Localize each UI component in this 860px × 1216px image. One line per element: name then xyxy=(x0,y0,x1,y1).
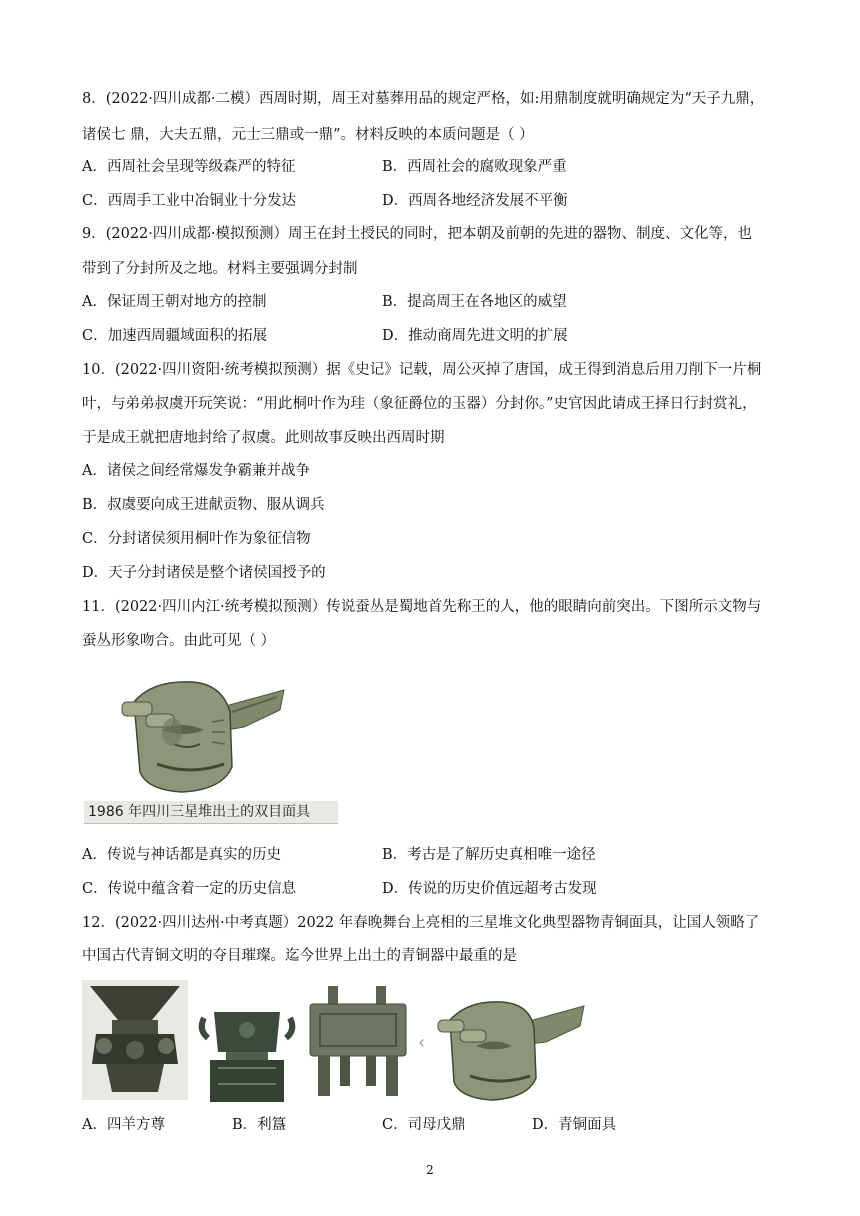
q11-option-b: B．考古是了解历史真相唯一途径 xyxy=(382,847,596,863)
q8-option-b: B．西周社会的腐败现象严重 xyxy=(382,159,567,175)
q9-option-d: D．推动商周先进文明的扩展 xyxy=(382,328,568,344)
q10-option-c: C．分封诸侯须用桐叶作为象征信物 xyxy=(82,531,311,547)
four-goat-square-zun-photo xyxy=(82,980,188,1100)
q9-option-c: C．加速西周疆域面积的拓展 xyxy=(82,328,268,344)
q9-stem-line1: 9．(2022·四川成都·模拟预测）周王在封土授民的同时，把本朝及前朝的先进的器物、制度、文化等，也 xyxy=(82,226,752,242)
q8-option-c: C．西周手工业中冶铜业十分发达 xyxy=(82,193,297,209)
q10-stem-line3: 于是成王就把唐地封给了叔虞。此则故事反映出西周时期 xyxy=(82,430,445,446)
li-gui-photo xyxy=(198,1008,296,1104)
q11-option-a: A．传说与神话都是真实的历史 xyxy=(82,847,281,863)
q10-stem-line1: 10．(2022·四川资阳·统考模拟预测）据《史记》记载，周公灭掉了唐国，成王得到消息后用刀削下一片桐 xyxy=(82,362,762,378)
q10-option-b: B．叔虞要向成王进献贡物、服从调兵 xyxy=(82,497,325,513)
simuwu-ding-photo xyxy=(306,986,410,1098)
q12-stem-line2: 中国古代青铜文明的夺目璀璨。迄今世界上出土的青铜器中最重的是 xyxy=(82,948,517,964)
q11-option-d: D．传说的历史价值远超考古发现 xyxy=(382,881,597,897)
q12-option-b: B．利簋 xyxy=(232,1117,287,1133)
q12-option-a: A．四羊方尊 xyxy=(82,1117,165,1133)
q12-option-c: C．司母戊鼎 xyxy=(382,1117,466,1133)
q10-stem-line2: 叶，与弟弟叔虞开玩笑说：“用此桐叶作为珪（象征爵位的玉器）分封你。”史官因此请成王择日行封赏礼， xyxy=(82,396,757,412)
q12-option-d: D．青铜面具 xyxy=(532,1117,617,1133)
q8-stem-line2: 诸侯七 鼎，大夫五鼎，元士三鼎或一鼎”。材料反映的本质问题是（ ） xyxy=(82,127,534,143)
q11-stem-line1: 11．(2022·四川内江·统考模拟预测）传说蚕丛是蜀地首先称王的人，他的眼睛向前突出。下图所示文物与 xyxy=(82,599,762,615)
q12-stem-line1: 12．(2022·四川达州·中考真题）2022 年春晚舞台上亮相的三星堆文化典型器物青铜面具，让国人领略了 xyxy=(82,915,760,931)
q11-option-c: C．传说中蕴含着一定的历史信息 xyxy=(82,881,297,897)
q8-option-a: A．西周社会呈现等级森严的特征 xyxy=(82,159,296,175)
bronze-mask-photo xyxy=(112,672,292,797)
figure-caption: 1986 年四川三星堆出土的双目面具 xyxy=(84,801,338,824)
q9-option-b: B．提高周王在各地区的威望 xyxy=(382,294,567,310)
q9-stem-line2: 带到了分封所及之地。材料主要强调分封制 xyxy=(82,261,358,277)
q8-option-d: D．西周各地经济发展不平衡 xyxy=(382,193,568,209)
page-number: 2 xyxy=(426,1163,434,1177)
chevron-left-icon: ‹ xyxy=(418,1032,426,1053)
q10-option-a: A．诸侯之间经常爆发争霸兼并战争 xyxy=(82,463,310,479)
q11-stem-line2: 蚕丛形象吻合。由此可见（ ） xyxy=(82,633,276,649)
q8-stem-line1: 8．(2022·四川成都·二模）西周时期，周王对墓葬用品的规定严格，如:用鼎制度就明确规定为“天子九鼎， xyxy=(82,91,765,107)
q10-option-d: D．天子分封诸侯是整个诸侯国授予的 xyxy=(82,565,326,581)
q9-option-a: A．保证周王朝对地方的控制 xyxy=(82,294,267,310)
bronze-mask-photo-2 xyxy=(430,994,590,1104)
